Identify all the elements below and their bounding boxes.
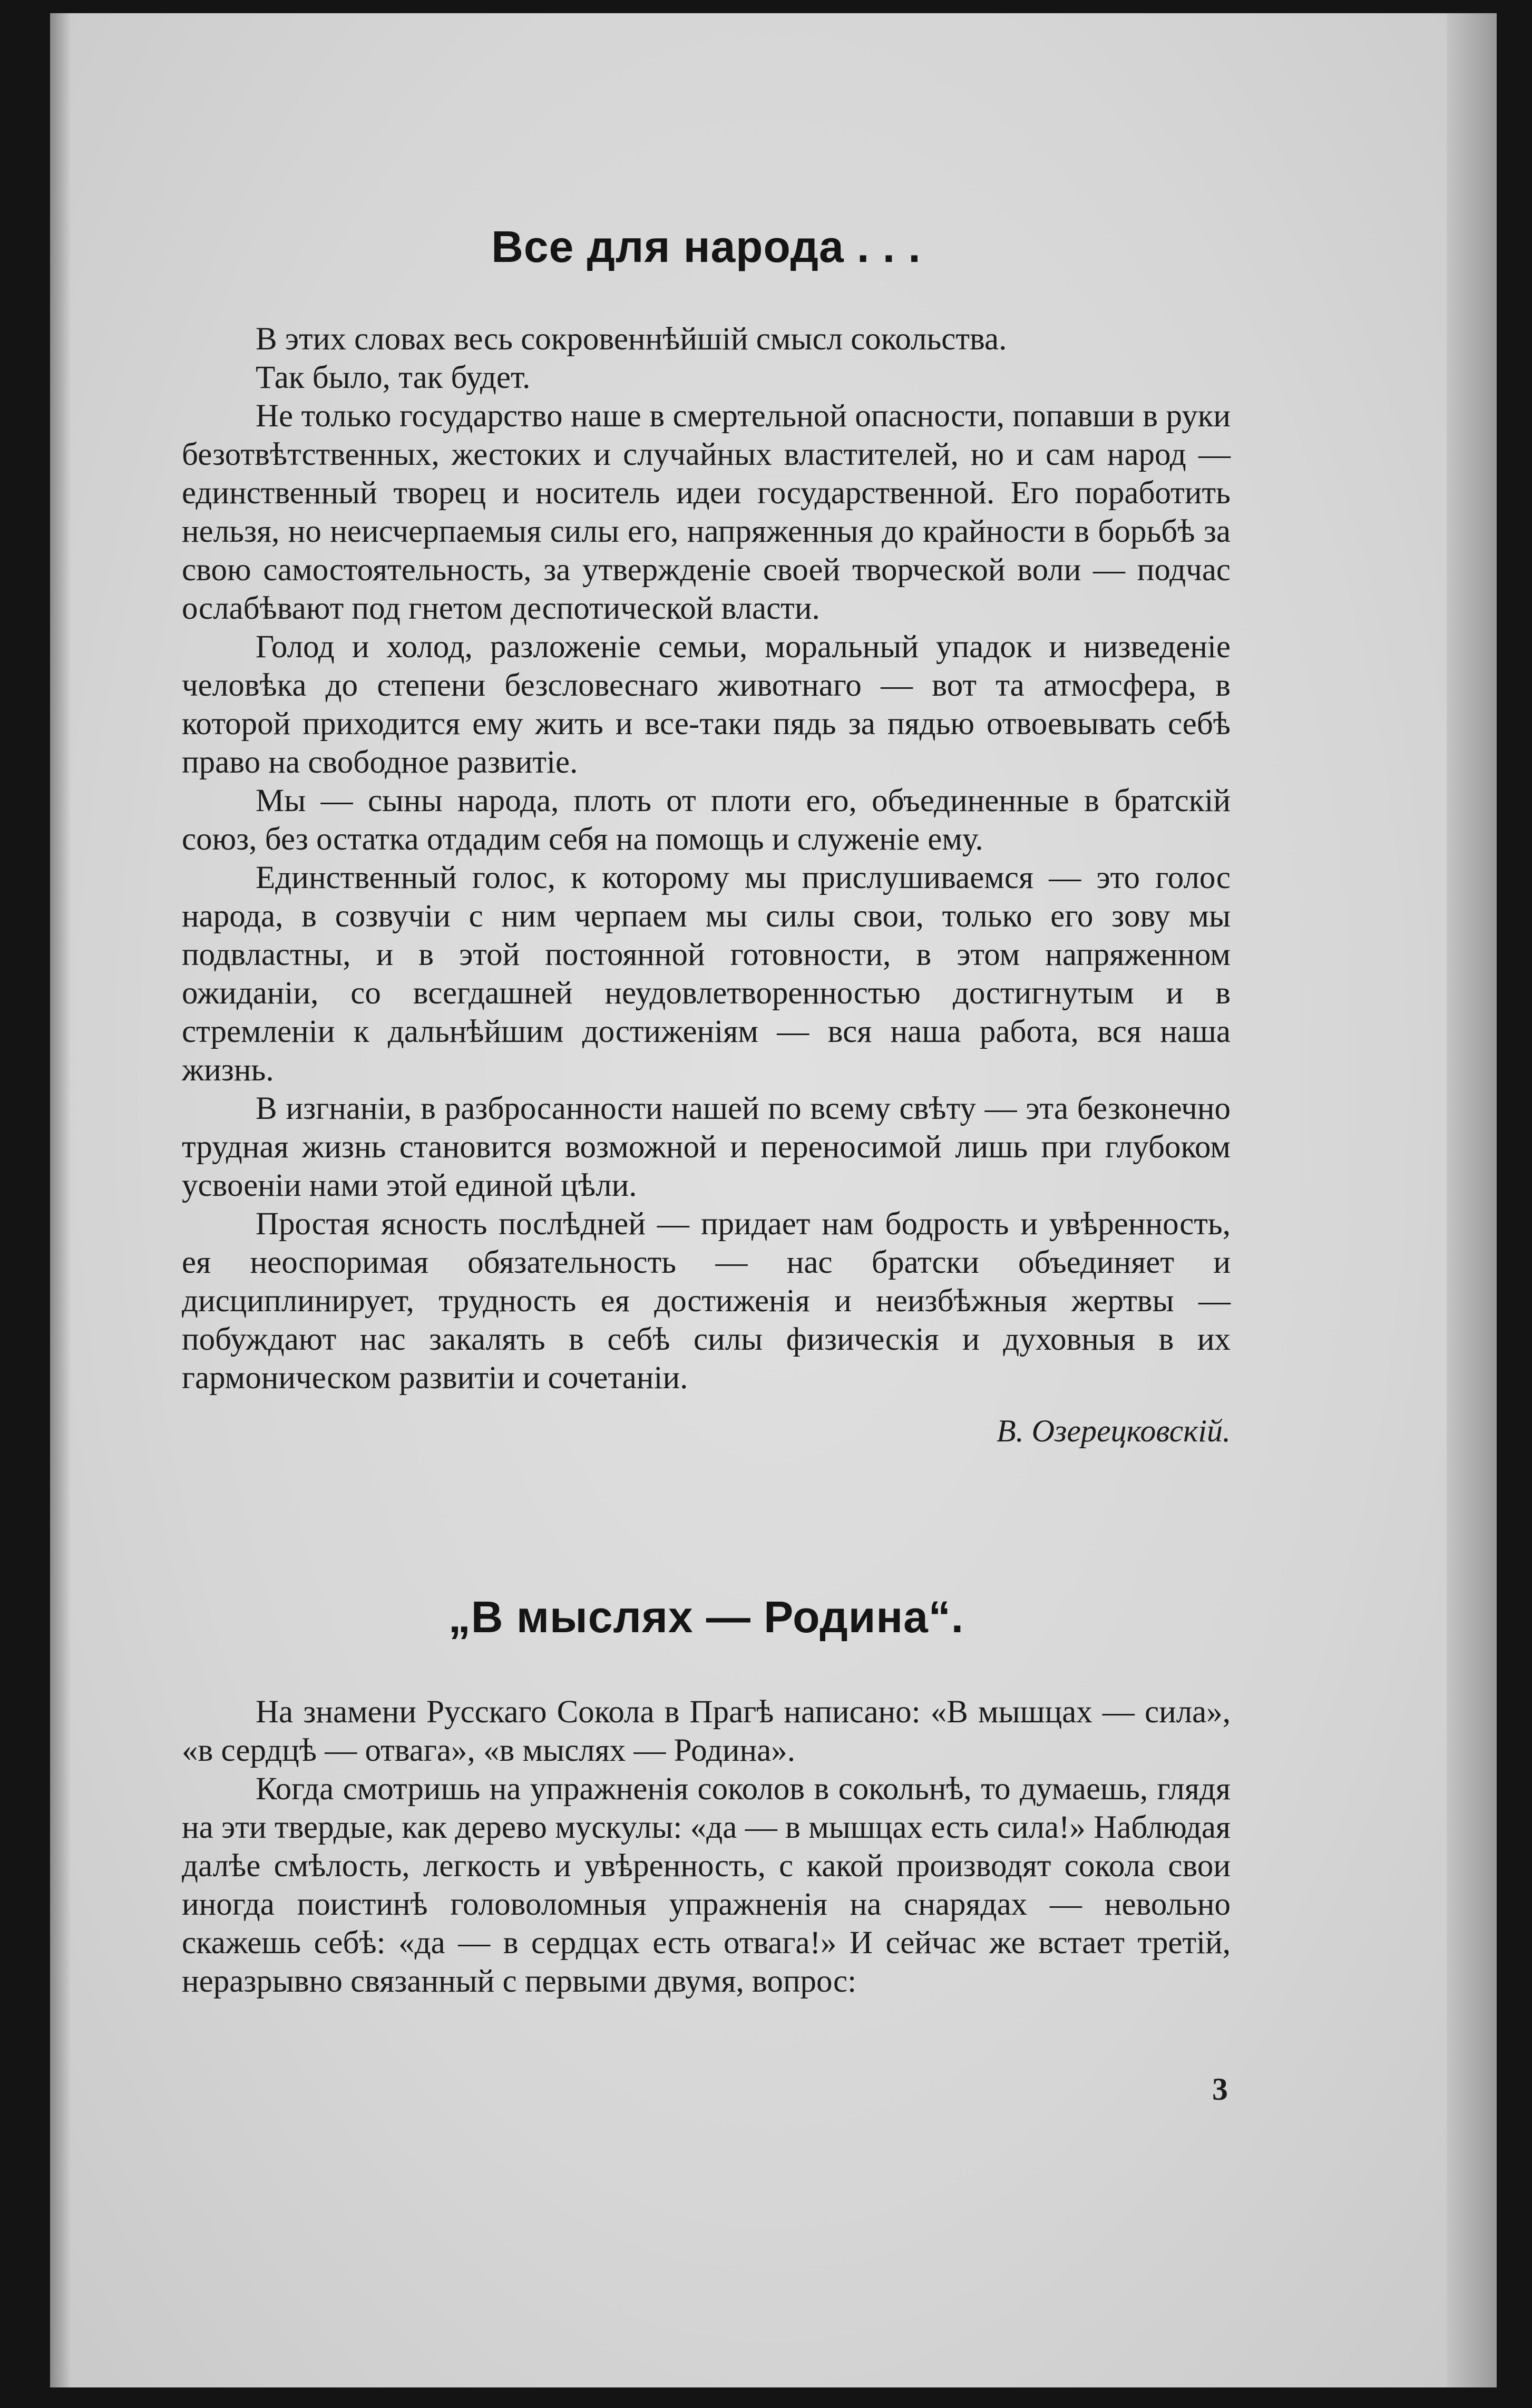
article-1-paragraph: Так было, так будет.	[256, 360, 531, 395]
article-1-paragraph: В изгнаніи, в разбросанности нашей по всему свѣту — эта безконечно трудная жизнь становится возможной и переносимой лишь при глубоком усвоеніи нами этой единой цѣли.	[182, 1091, 1231, 1203]
binding-shadow	[50, 13, 71, 2387]
article-2-paragraph: Когда смотришь на упражненія соколов в сокольнѣ, то думаешь, глядя на эти твердые, как дерево мускулы: «да — в мышцах есть сила!» Наблюдая далѣе смѣлость, легкость и увѣренность, с какой производят сокола свои иногда поистинѣ головоломныя упражненія на снарядах — невольно скажешь себѣ: «да — в сердцах есть отвага!» И сейчас же встает третій, неразрывно связанный с первыми двумя, вопрос:	[182, 1771, 1231, 1999]
article-1	[182, 221, 1231, 1449]
article-1-paragraph: Голод и холод, разложеніе семьи, моральный упадок и низведеніе человѣка до степени безсловеснаго животнаго — вот та атмосфера, в которой приходится ему жить и все-таки пядь за пядью отвоевывать себѣ право на свободное развитіе.	[182, 629, 1231, 780]
page-edge	[1447, 13, 1497, 2387]
article-1-paragraph: Не только государство наше в смертельной опасности, попавши в руки безотвѣтственных, жестоких и случайных властителей, но и сам народ — единственный творец и носитель идеи государственной. Его поработить нельзя, но неисчерпаемыя силы его, напряженныя до крайности в борьбѣ за свою самостоятельность, за утвержденіе своей творческой воли — подчас ослабѣвают под гнетом деспотической власти.	[182, 398, 1231, 626]
author-signature: В. Озерецковскій.	[996, 1413, 1231, 1448]
page-number: 3	[1212, 2072, 1228, 2107]
article-1-paragraph: Простая ясность послѣдней — придает нам бодрость и увѣренность, ея неоспоримая обязательность — нас братски объединяет и дисциплинирует, трудность ея достиженія и неизбѣжныя жертвы — побуждают нас закалять в себѣ силы физическія и духовныя в их гармоническом развитіи и сочетаніи.	[182, 1206, 1231, 1396]
article-1-paragraph: Мы — сыны народа, плоть от плоти его, объединенные в братскій союз, без остатка отдадим себя на помощь и служеніе ему.	[182, 783, 1231, 857]
article-2-paragraph: На знамени Русскаго Сокола в Прагѣ написано: «В мышцах — сила», «в сердцѣ — отвага», «в мыслях — Родина».	[182, 1694, 1231, 1768]
article-1-paragraph: В этих словах весь сокровеннѣйшій смысл сокольства.	[256, 321, 1007, 357]
article-2	[182, 1592, 1231, 2001]
article-1-paragraph: Единственный голос, к которому мы прислушиваемся — это голос народа, в созвучіи с ним черпаем мы силы свои, только его зову мы подвластны, и в этой постоянной готовности, в этом напряженном ожиданіи, со всегдашней неудовлетворенностью достигнутым и в стремленіи к дальнѣйшим достиженіям — вся наша работа, вся наша жизнь.	[182, 860, 1231, 1088]
article-2-title: „В мыслях — Родина“.	[448, 1592, 964, 1642]
article-1-title: Все для народа . . .	[491, 222, 921, 271]
